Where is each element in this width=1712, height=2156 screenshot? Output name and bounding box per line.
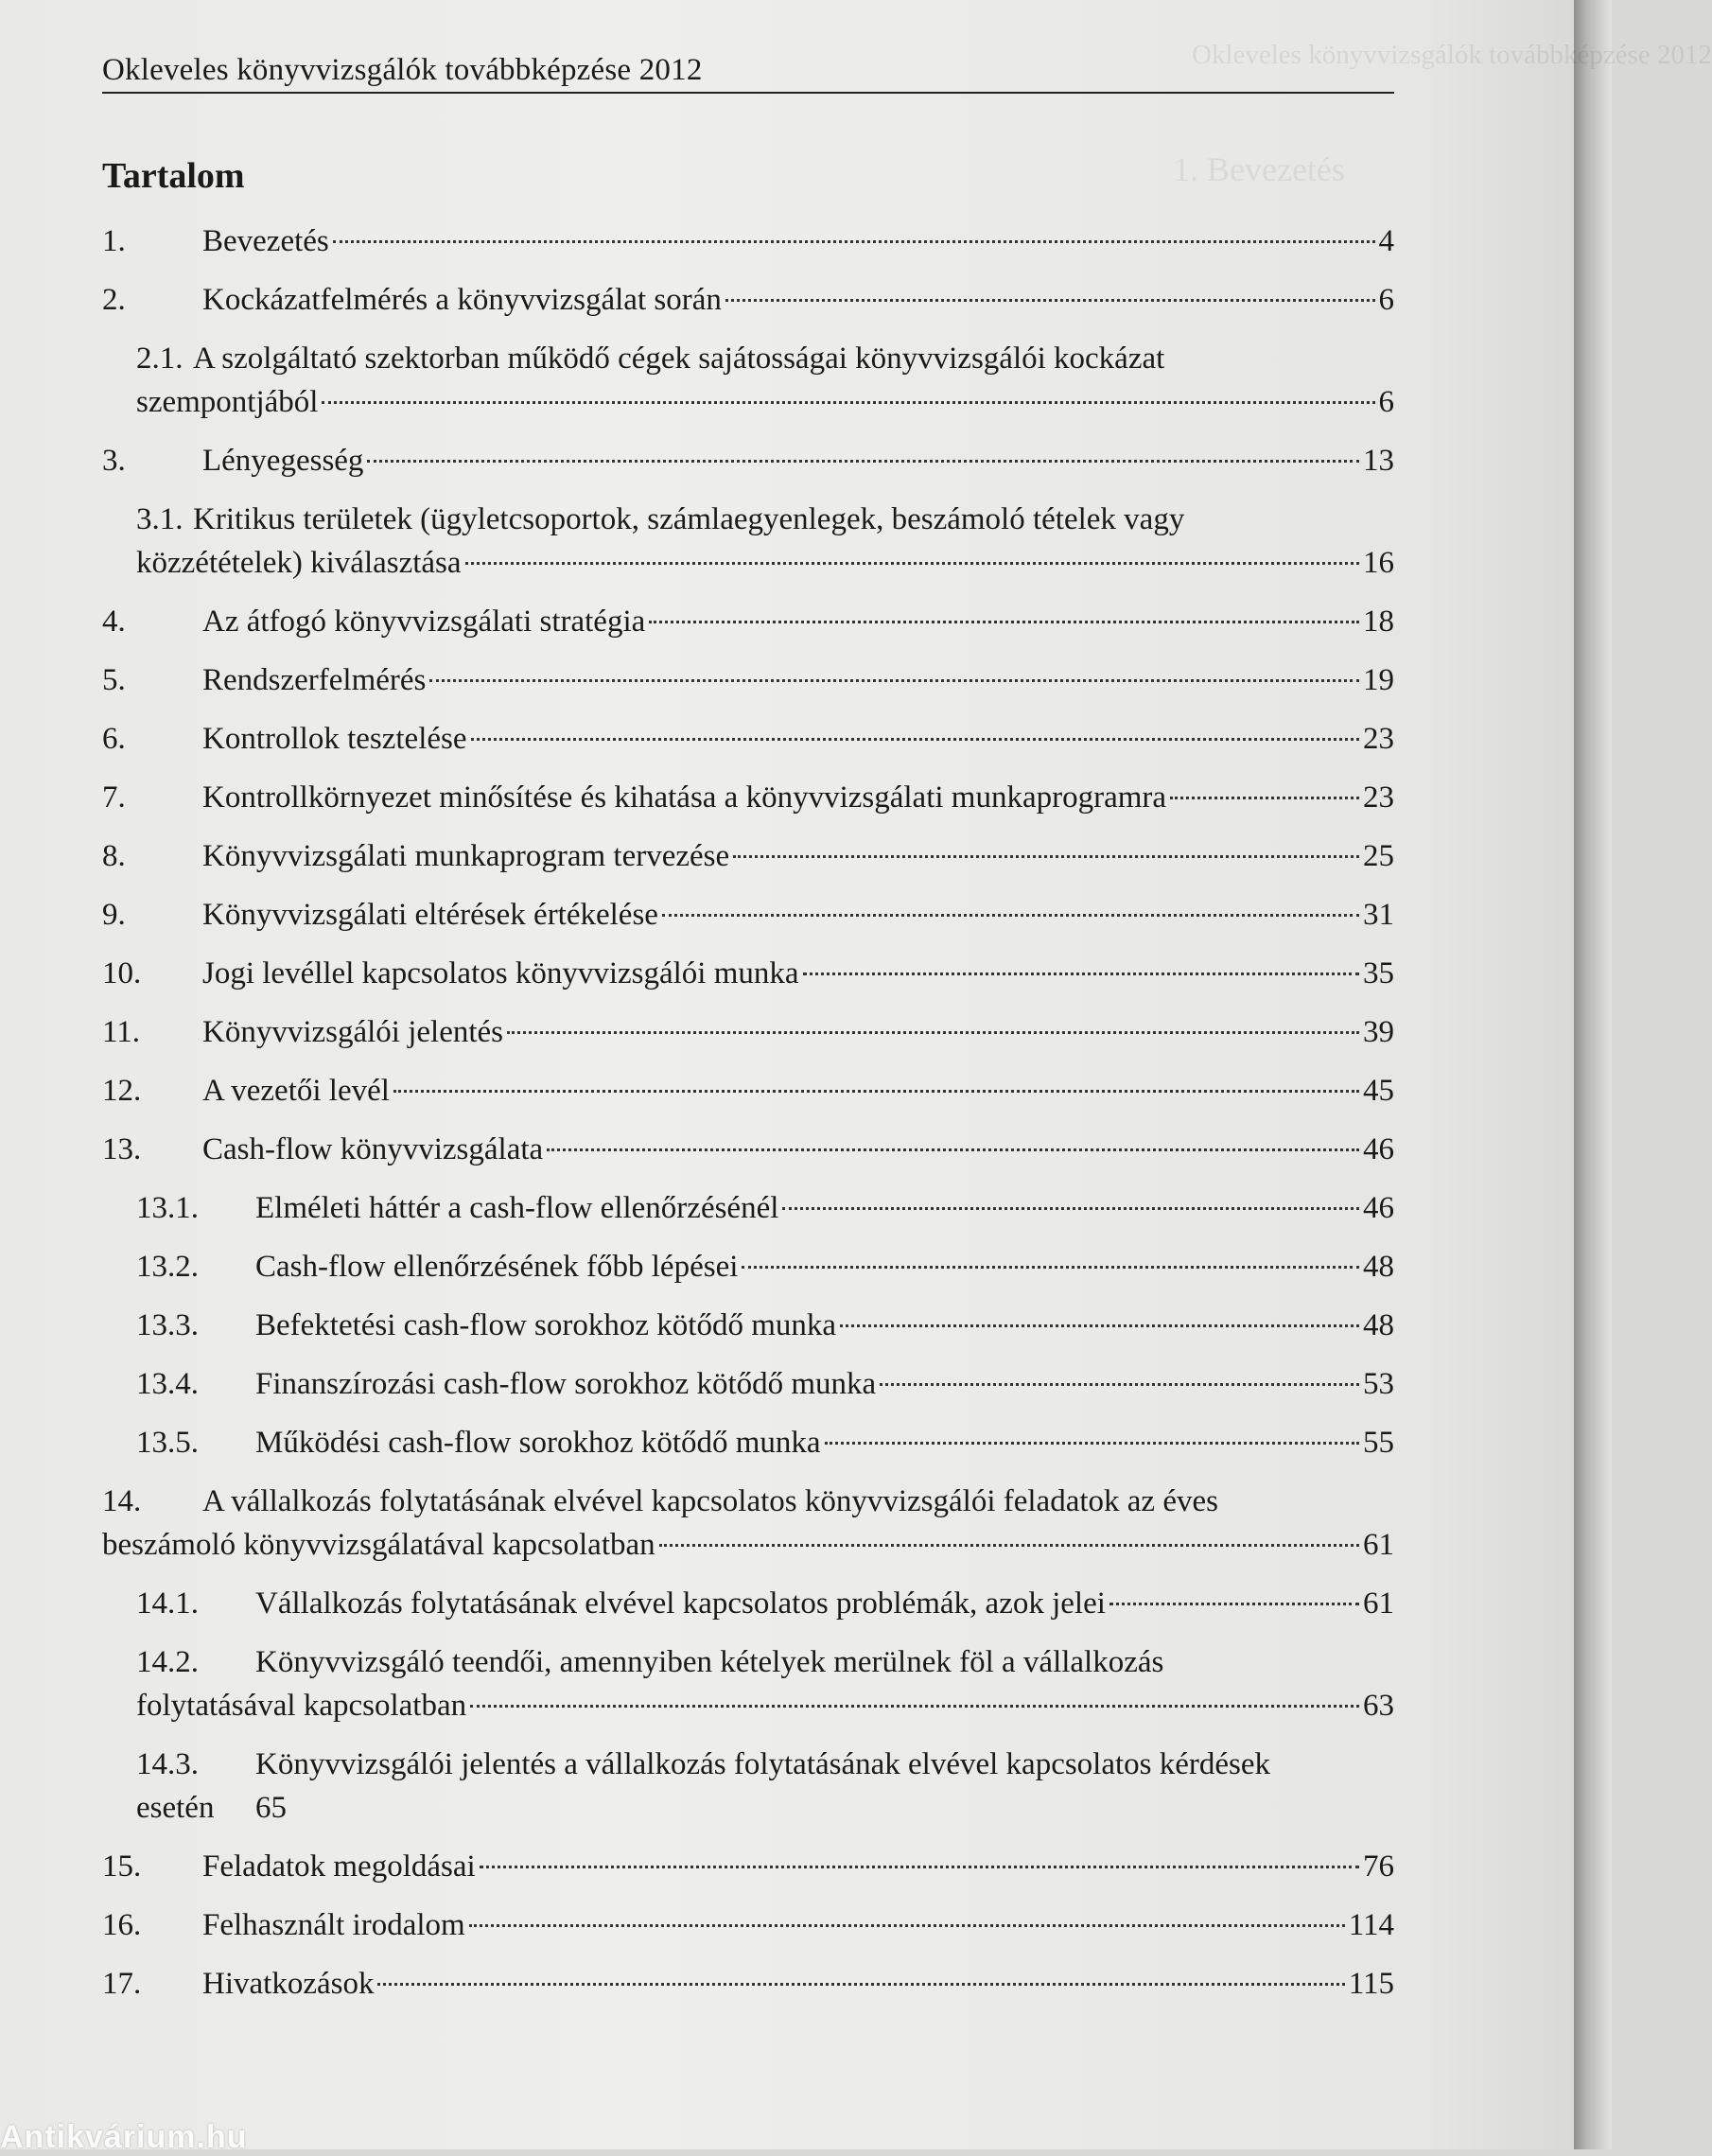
watermark: Antikvárium.hu bbox=[0, 2119, 248, 2155]
toc-entry bbox=[102, 1845, 1394, 1888]
toc-number: 13. bbox=[102, 1132, 142, 1166]
toc-page: 53 bbox=[1363, 1367, 1394, 1401]
dot-leader bbox=[429, 679, 1359, 682]
toc-number: 6. bbox=[102, 722, 126, 756]
toc-label: Működési cash-flow sorokhoz kötődő munka bbox=[255, 1426, 821, 1460]
toc-page: 18 bbox=[1363, 605, 1394, 639]
toc-number: 13.5. bbox=[136, 1426, 199, 1460]
toc-page: 13 bbox=[1363, 444, 1394, 478]
toc-label: Lényegesség bbox=[202, 444, 364, 478]
toc-label-line2: közzétételek) kiválasztása bbox=[136, 546, 462, 580]
dot-leader bbox=[470, 1705, 1359, 1708]
toc-label: Befektetési cash-flow sorokhoz kötődő munka bbox=[255, 1308, 837, 1342]
dot-leader bbox=[377, 1983, 1344, 1986]
toc-entry bbox=[102, 1304, 1394, 1347]
table-of-contents bbox=[102, 219, 1394, 2006]
toc-entry bbox=[102, 1245, 1394, 1288]
toc-page: 46 bbox=[1363, 1132, 1394, 1166]
toc-number: 7. bbox=[102, 780, 126, 815]
dot-leader bbox=[393, 1090, 1359, 1093]
toc-number: 14.3. bbox=[136, 1747, 199, 1781]
toc-label-line1: A vállalkozás folytatásának elvével kapcsolatos könyvvizsgálói feladatok az éves bbox=[202, 1484, 1218, 1518]
toc-entry bbox=[102, 439, 1394, 482]
toc-number: 3.1. bbox=[136, 502, 183, 536]
dot-leader bbox=[322, 401, 1374, 404]
toc-number: 10. bbox=[102, 956, 142, 990]
dot-leader bbox=[333, 240, 1375, 243]
toc-number: 14.1. bbox=[136, 1586, 199, 1621]
dot-leader bbox=[662, 914, 1359, 917]
toc-number: 13.1. bbox=[136, 1191, 199, 1225]
toc-number: 8. bbox=[102, 839, 126, 873]
toc-number: 9. bbox=[102, 898, 126, 932]
toc-number: 16. bbox=[102, 1908, 142, 1942]
toc-number: 2. bbox=[102, 283, 126, 317]
toc-entry bbox=[102, 1582, 1394, 1625]
toc-page: 6 bbox=[1378, 385, 1394, 419]
toc-entry bbox=[102, 658, 1394, 702]
toc-entry bbox=[102, 893, 1394, 937]
toc-page: 6 bbox=[1378, 283, 1394, 317]
toc-label: Könyvvizsgálati eltérések értékelése bbox=[202, 898, 658, 932]
toc-entry bbox=[102, 1480, 1394, 1567]
toc-entry bbox=[102, 219, 1394, 263]
page-edge-shadow bbox=[1574, 0, 1612, 2149]
dot-leader bbox=[480, 1866, 1359, 1868]
running-header: Okleveles könyvvizsgálók továbbképzése 2012 bbox=[102, 53, 1394, 94]
toc-label: A vezetői levél bbox=[202, 1074, 390, 1108]
toc-page: 48 bbox=[1363, 1250, 1394, 1284]
toc-label: Bevezetés bbox=[202, 224, 329, 258]
toc-entry bbox=[102, 776, 1394, 819]
toc-page: 76 bbox=[1363, 1849, 1394, 1884]
toc-label-line1: Könyvvizsgálói jelentés a vállalkozás folytatásának elvével kapcsolatos kérdések bbox=[255, 1747, 1271, 1781]
toc-entry bbox=[102, 1128, 1394, 1171]
dot-leader bbox=[803, 973, 1359, 975]
dot-leader bbox=[465, 562, 1359, 565]
dot-leader bbox=[659, 1544, 1359, 1547]
toc-entry bbox=[102, 1640, 1394, 1727]
toc-page: 19 bbox=[1363, 663, 1394, 697]
toc-page: 39 bbox=[1363, 1015, 1394, 1049]
toc-number: 14.2. bbox=[136, 1645, 199, 1679]
dot-leader bbox=[1109, 1603, 1359, 1605]
toc-entry bbox=[102, 1743, 1394, 1830]
dot-leader bbox=[547, 1148, 1359, 1151]
dot-leader bbox=[742, 1266, 1359, 1269]
toc-label-line1: Könyvvizsgáló teendői, amennyiben kételyek merülnek föl a vállalkozás bbox=[255, 1645, 1164, 1679]
toc-number: 13.3. bbox=[136, 1308, 199, 1342]
toc-entry bbox=[102, 1962, 1394, 2006]
toc-label: Elméleti háttér a cash-flow ellenőrzésénél bbox=[255, 1191, 779, 1225]
toc-label: Jogi levéllel kapcsolatos könyvvizsgálói munka bbox=[202, 956, 799, 990]
toc-page: 4 bbox=[1378, 224, 1394, 258]
toc-label-line2: szempontjából bbox=[136, 385, 319, 419]
dot-leader bbox=[649, 621, 1359, 623]
toc-label-line1: Kritikus területek (ügyletcsoportok, számlaegyenlegek, beszámoló tételek vagy bbox=[193, 502, 1185, 536]
toc-entry bbox=[102, 834, 1394, 878]
toc-number: 13.2. bbox=[136, 1250, 199, 1284]
toc-page: 23 bbox=[1363, 780, 1394, 815]
toc-number: 15. bbox=[102, 1849, 142, 1884]
dot-leader bbox=[725, 299, 1375, 302]
toc-label: Hivatkozások bbox=[202, 1967, 375, 2001]
toc-page: 115 bbox=[1348, 1967, 1394, 2001]
toc-number: 17. bbox=[102, 1967, 142, 2001]
toc-page: 48 bbox=[1363, 1308, 1394, 1342]
toc-entry bbox=[102, 278, 1394, 322]
toc-label: Könyvvizsgálati munkaprogram tervezése bbox=[202, 839, 730, 873]
toc-page: 61 bbox=[1363, 1528, 1394, 1562]
toc-label: Cash-flow könyvvizsgálata bbox=[202, 1132, 544, 1166]
toc-number: 13.4. bbox=[136, 1367, 199, 1401]
toc-label: Finanszírozási cash-flow sorokhoz kötődő munka bbox=[255, 1367, 877, 1401]
toc-page: 25 bbox=[1363, 839, 1394, 873]
toc-entry bbox=[102, 1421, 1394, 1464]
toc-number: 2.1. bbox=[136, 342, 183, 376]
toc-entry bbox=[102, 952, 1394, 995]
toc-entry bbox=[102, 600, 1394, 643]
toc-page: 65 bbox=[255, 1791, 287, 1825]
dot-leader bbox=[880, 1383, 1359, 1386]
dot-leader bbox=[782, 1207, 1359, 1210]
bleed-through-header: Okleveles könyvvizsgálók továbbképzése 2012 bbox=[1192, 40, 1712, 70]
toc-label: Cash-flow ellenőrzésének főbb lépései bbox=[255, 1250, 739, 1284]
toc-label: Az átfogó könyvvizsgálati stratégia bbox=[202, 605, 646, 639]
toc-entry bbox=[102, 337, 1394, 424]
toc-number: 4. bbox=[102, 605, 126, 639]
toc-page: 63 bbox=[1363, 1689, 1394, 1723]
toc-number: 14. bbox=[102, 1484, 142, 1518]
page-title: Tartalom bbox=[102, 156, 245, 196]
toc-page: 114 bbox=[1348, 1908, 1394, 1942]
toc-label-line2: esetén bbox=[136, 1791, 215, 1825]
toc-label-line2: beszámoló könyvvizsgálatával kapcsolatban bbox=[102, 1528, 655, 1562]
toc-entry bbox=[102, 1362, 1394, 1406]
toc-label: Könyvvizsgálói jelentés bbox=[202, 1015, 504, 1049]
toc-entry bbox=[102, 717, 1394, 761]
toc-page: 61 bbox=[1363, 1586, 1394, 1621]
toc-label: Rendszerfelmérés bbox=[202, 663, 427, 697]
toc-label: Kockázatfelmérés a könyvvizsgálat során bbox=[202, 283, 722, 317]
toc-label: Vállalkozás folytatásának elvével kapcsolatos problémák, azok jelei bbox=[255, 1586, 1106, 1621]
dot-leader bbox=[825, 1442, 1359, 1445]
toc-entry bbox=[102, 1010, 1394, 1054]
dot-leader bbox=[367, 460, 1359, 463]
dot-leader bbox=[469, 1924, 1345, 1927]
dot-leader bbox=[840, 1324, 1359, 1327]
toc-number: 1. bbox=[102, 224, 126, 258]
toc-number: 3. bbox=[102, 444, 126, 478]
toc-number: 12. bbox=[102, 1074, 142, 1108]
toc-label-line2: folytatásával kapcsolatban bbox=[136, 1689, 467, 1723]
toc-page: 45 bbox=[1363, 1074, 1394, 1108]
toc-entry bbox=[102, 1186, 1394, 1230]
toc-label: Kontrollkörnyezet minősítése és kihatása a könyvvizsgálati munkaprogramra bbox=[202, 780, 1167, 815]
toc-label-line1: A szolgáltató szektorban működő cégek sajátosságai könyvvizsgálói kockázat bbox=[193, 342, 1165, 376]
dot-leader bbox=[471, 738, 1359, 741]
toc-page: 31 bbox=[1363, 898, 1394, 932]
toc-entry bbox=[102, 1903, 1394, 1947]
dot-leader bbox=[1170, 797, 1359, 799]
toc-page: 35 bbox=[1363, 956, 1394, 990]
toc-label: Felhasznált irodalom bbox=[202, 1908, 465, 1942]
toc-page: 55 bbox=[1363, 1426, 1394, 1460]
toc-number: 11. bbox=[102, 1015, 141, 1049]
toc-page: 23 bbox=[1363, 722, 1394, 756]
toc-number: 5. bbox=[102, 663, 126, 697]
toc-label: Feladatok megoldásai bbox=[202, 1849, 476, 1884]
dot-leader bbox=[507, 1031, 1359, 1034]
toc-page: 16 bbox=[1363, 546, 1394, 580]
bleed-through-heading: 1. Bevezetés bbox=[1173, 150, 1345, 188]
toc-page: 46 bbox=[1363, 1191, 1394, 1225]
toc-entry bbox=[102, 498, 1394, 585]
toc-entry bbox=[102, 1069, 1394, 1113]
toc-label: Kontrollok tesztelése bbox=[202, 722, 467, 756]
dot-leader bbox=[733, 855, 1359, 858]
